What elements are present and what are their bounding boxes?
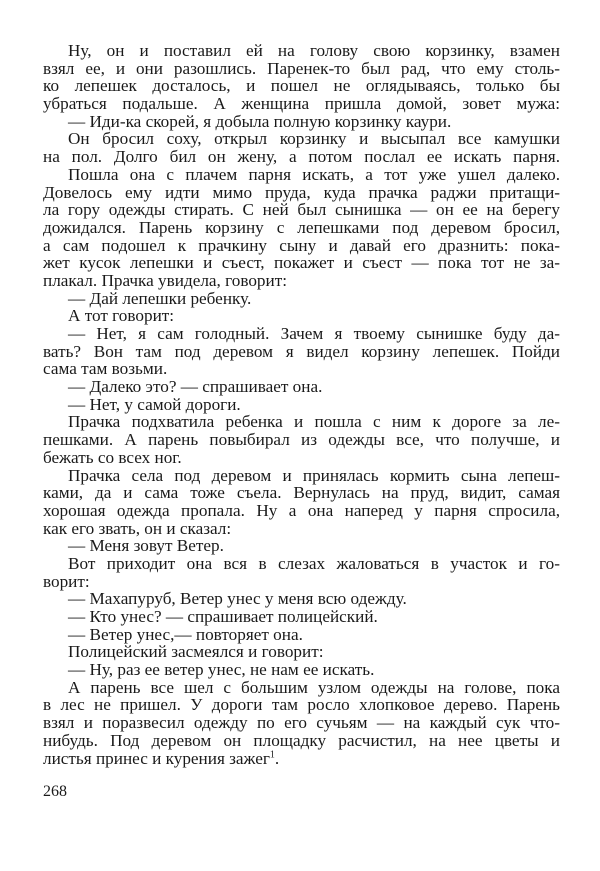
text-line: Ну, он и поставил ей на голову свою корзинку, взамен — [68, 41, 560, 60]
footnote-marker[interactable]: 1 — [269, 748, 275, 760]
text-line: дожидался. Парень корзину с лепешками под деревом бросил, — [43, 217, 560, 237]
text-line: — Иди-ка скорей, я добыла полную корзинку каури. — [68, 111, 452, 131]
text-line: а сам подошел к прачкину сыну и давай его дразнить: пока- — [43, 235, 560, 255]
text-line: Прачка села под деревом и принялась кормить сына лепеш- — [68, 465, 560, 485]
text-line: вать? Вон там под деревом я видел корзину лепешек. Пойди — [43, 341, 560, 361]
text-line: ла гору одежды стирать. С ней был сынишка — он ее на берегу — [43, 200, 560, 220]
text-line: на пол. Долго бил он жену, а потом послал ее искать парня. — [43, 147, 560, 167]
text-line-content: листья принес и курения зажег — [43, 748, 270, 768]
text-line: жет кусок лепешки и съест, покажет и съест — пока тот не за- — [43, 253, 560, 273]
text-line: — Кто унес? — спрашивает полицейский. — [68, 607, 378, 626]
text-line: бежать со всех ног. — [43, 447, 182, 467]
text-line: — Нет, у самой дороги. — [68, 394, 241, 414]
text-line: сама там возьми. — [43, 359, 168, 379]
text-line: в лес не пришел. У дороги там росло хлопковое дерево. Парень — [43, 695, 560, 715]
text-line: ворит: — [43, 571, 90, 591]
text-line: ками, да и сама тоже съела. Вернулась на пруд, видит, самая — [43, 483, 560, 503]
text-line: Он бросил соху, открыл корзинку и высыпал все камушки — [68, 129, 560, 149]
final-punctuation: . — [274, 748, 280, 768]
text-line: — Меня зовут Ветер. — [68, 536, 224, 556]
text-line: — Нет, я сам голодный. Зачем я твоему сынишке буду да- — [68, 324, 560, 343]
text-line: Прачка подхватила ребенка и пошла с ним к дороге за ле- — [68, 412, 560, 432]
page-body-text — [43, 42, 560, 767]
text-line: убраться подальше. А женщина пришла домой, зовет мужа: — [43, 94, 560, 114]
text-line: ко лепешек досталось, и пошел не оглядываясь, только бы — [43, 76, 560, 96]
text-line: — Ну, раз ее ветер унес, не нам ее искать. — [68, 660, 375, 680]
text-line: — Далеко это? — спрашивает она. — [68, 377, 323, 397]
text-line: как его звать, он и сказал: — [43, 518, 232, 538]
text-line: А тот говорит: — [68, 306, 175, 326]
text-line: Вот приходит она вся в слезах жаловаться в участок и го- — [68, 553, 560, 573]
text-line: — Дай лепешки ребенку. — [68, 288, 252, 308]
text-line: взял и поразвесил одежду по его сучьям — на каждый сук что- — [43, 713, 560, 733]
text-line: Довелось ему идти мимо пруда, куда прачка раджи притащи- — [43, 182, 560, 202]
text-line: плакал. Прачка увидела, говорит: — [43, 270, 288, 290]
text-line: хорошая одежда пропала. Ну а она наперед у парня спросила, — [43, 500, 560, 520]
text-line: взял ее, и они разошлись. Паренек-то был рад, что ему столь- — [43, 58, 560, 78]
page-number: 268 — [43, 783, 67, 800]
text-line: — Махапуруб, Ветер унес у меня всю одежду. — [68, 589, 407, 609]
text-line: А парень все шел с большим узлом одежды на голове, пока — [68, 677, 560, 697]
text-line: — Ветер унес,— повторяет она. — [68, 624, 303, 644]
text-line: пешками. А парень повыбирал из одежды все, что получше, и — [43, 430, 560, 450]
text-line-last — [43, 750, 560, 768]
text-line: Пошла она с плачем парня искать, а тот уже ушел далеко. — [68, 164, 560, 184]
text-line: нибудь. Под деревом он площадку расчистил, на нее цветы и — [43, 730, 560, 750]
text-line: Полицейский засмеялся и говорит: — [68, 642, 324, 662]
